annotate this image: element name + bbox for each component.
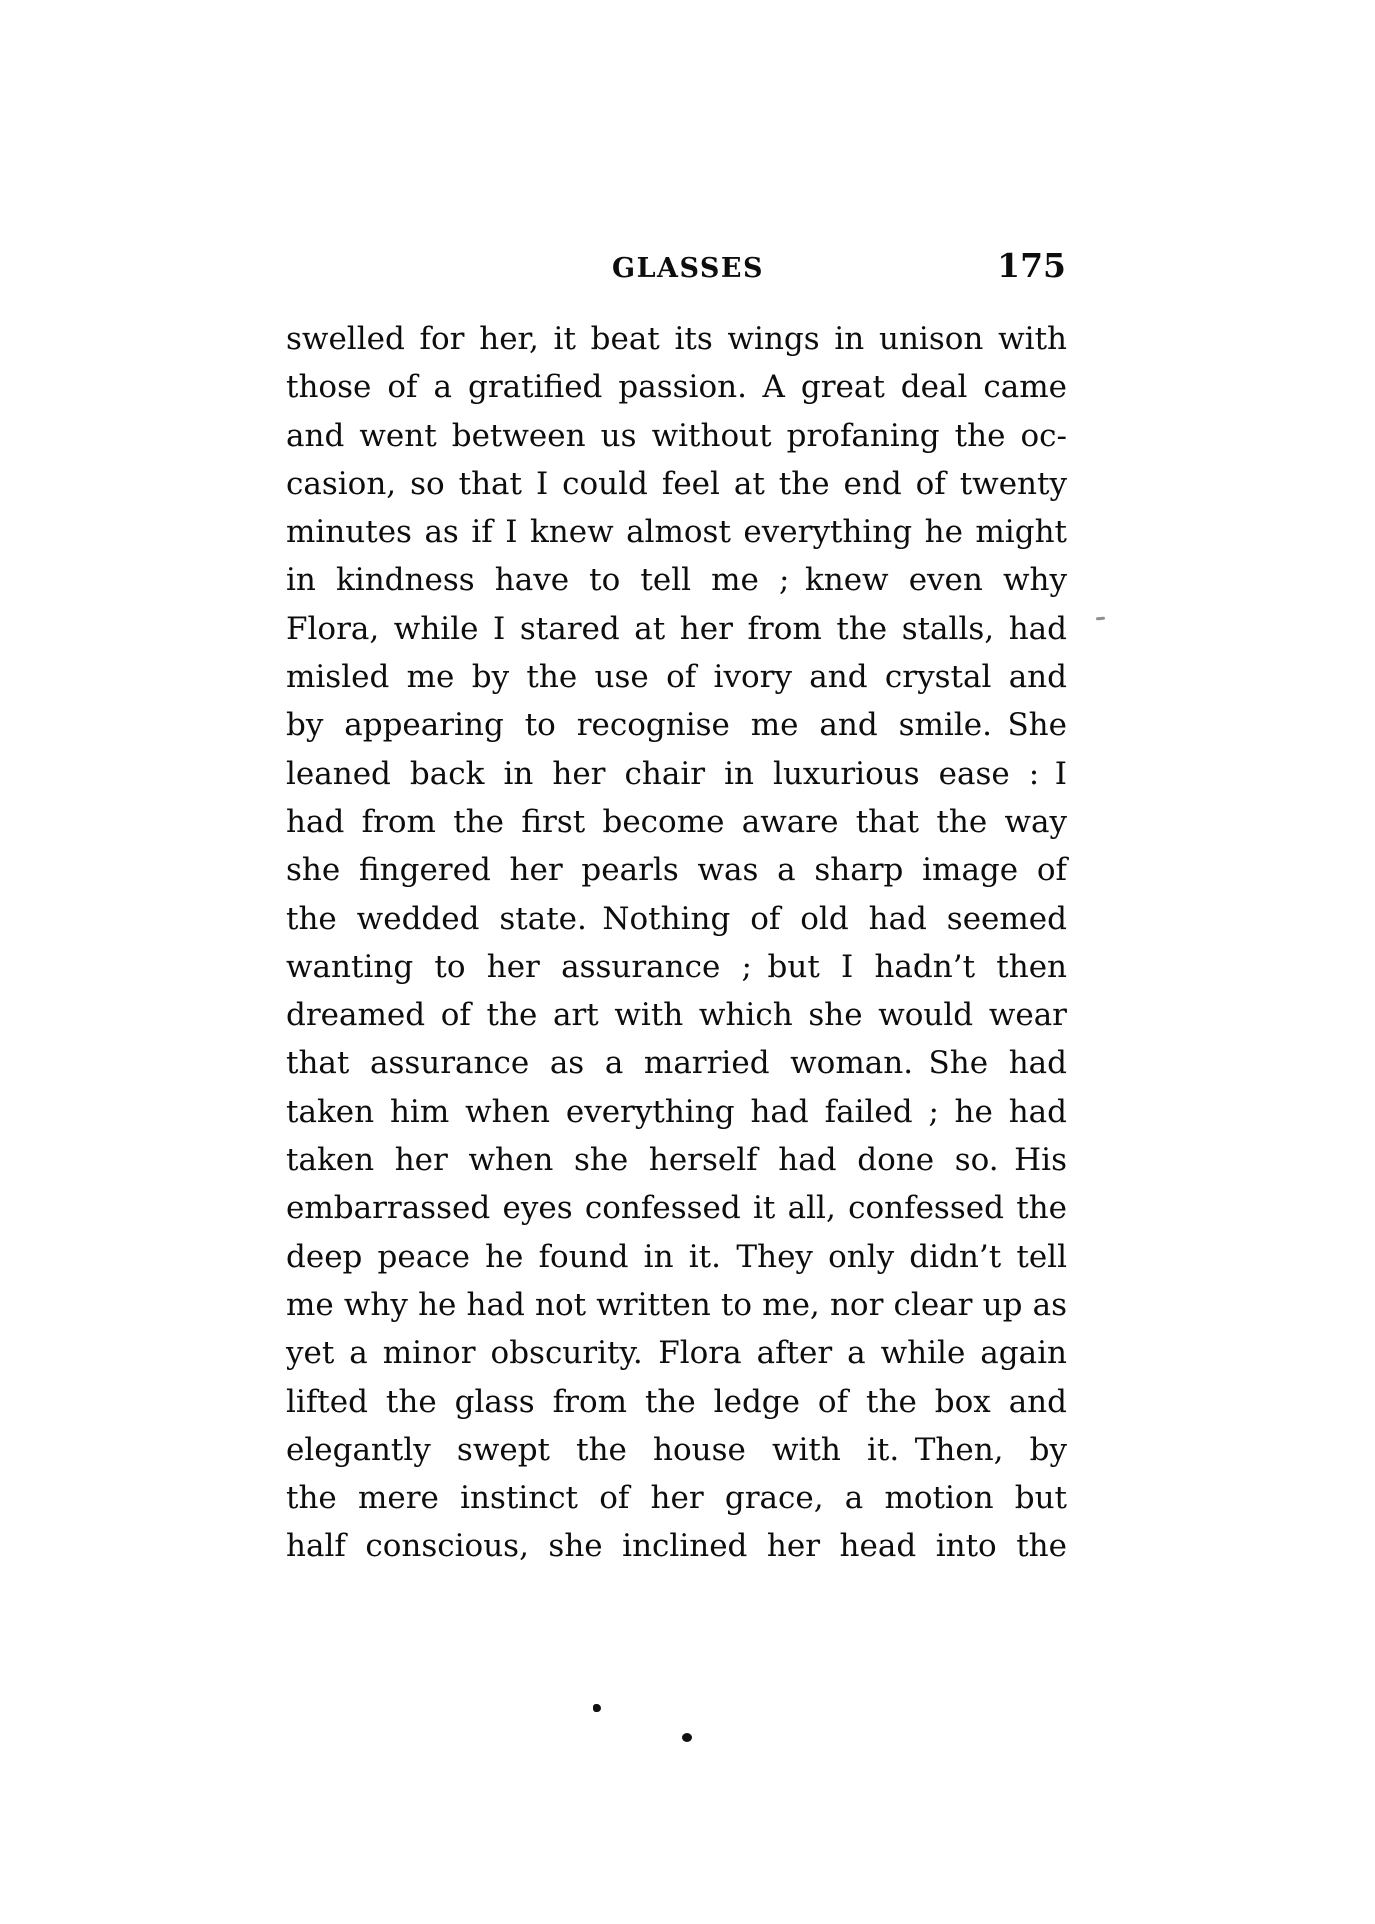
text-line: wanting to her assurance ; but I hadn’t then [286, 948, 1067, 985]
text-line: taken her when she herself had done so. His [286, 1142, 1067, 1179]
text-line: Flora, while I stared at her from the stalls, had [286, 610, 1067, 647]
text-line: casion, so that I could feel at the end of twenty [286, 465, 1067, 502]
text-line: me why he had not written to me, nor clear up as [286, 1286, 1067, 1323]
text-line: deep peace he found in it. They only didn’t tell [286, 1238, 1067, 1275]
text-line: that assurance as a married woman. She had [286, 1045, 1067, 1082]
text-line: by appearing to recognise me and smile. She [286, 707, 1067, 744]
text-line: and went between us without profaning the oc- [286, 417, 1067, 454]
text-line: swelled for her, it beat its wings in unison with [286, 321, 1067, 357]
body-text-block [286, 315, 1067, 1571]
text-line: half conscious, she inclined her head into the [286, 1528, 1067, 1565]
text-line: she fingered her pearls was a sharp image of [286, 852, 1067, 889]
text-line: yet a minor obscurity. Flora after a while again [286, 1335, 1067, 1372]
text-line: in kindness have to tell me ; knew even why [286, 562, 1067, 599]
text-line: minutes as if I knew almost everything he might [286, 514, 1067, 551]
text-line: the wedded state. Nothing of old had seemed [286, 900, 1067, 937]
text-line: taken him when everything had failed ; he had [286, 1093, 1067, 1130]
text-line: dreamed of the art with which she would wear [286, 997, 1067, 1034]
text-line: leaned back in her chair in luxurious ease : I [286, 755, 1067, 792]
text-line: elegantly swept the house with it. Then, by [286, 1431, 1067, 1468]
ink-speck [682, 1733, 692, 1742]
text-line: the mere instinct of her grace, a motion but [286, 1480, 1067, 1517]
text-line: had from the first become aware that the way [286, 803, 1067, 840]
text-line: those of a gratified passion. A great deal came [286, 369, 1067, 406]
running-head-title: GLASSES [612, 253, 764, 284]
text-line: lifted the glass from the ledge of the box and [286, 1383, 1067, 1420]
page-number: 175 [997, 246, 1066, 285]
margin-ink-mark [1096, 617, 1105, 621]
ink-speck [593, 1704, 601, 1712]
text-line: embarrassed eyes confessed it all, confessed the [286, 1190, 1067, 1227]
text-line: misled me by the use of ivory and crystal and [286, 659, 1067, 696]
